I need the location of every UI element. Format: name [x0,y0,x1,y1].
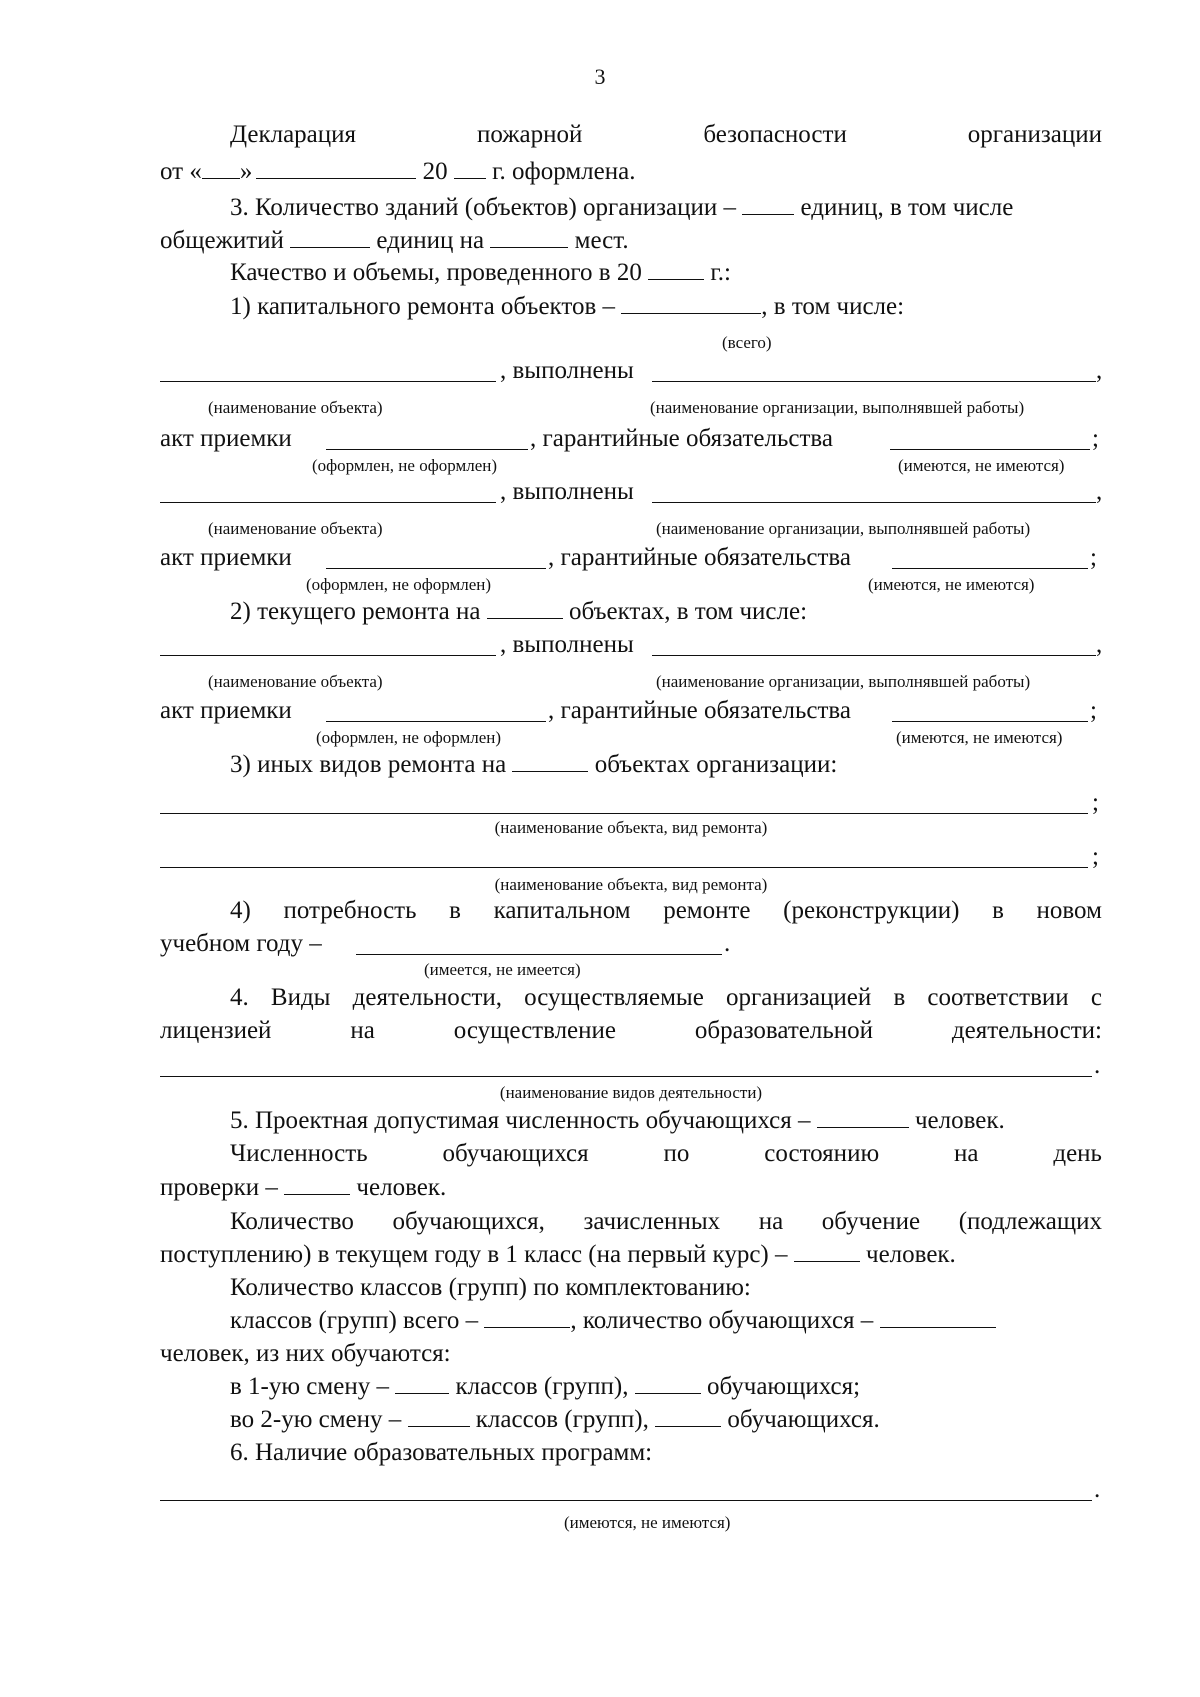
capital-repair-line [230,292,1172,322]
dormitories-blank[interactable] [290,227,370,248]
design-capacity-blank[interactable] [817,1107,909,1128]
text: 5. Проектная допустимая численность обучающихся – [230,1107,811,1134]
caption-object-name: (наименование объекта) [208,398,383,417]
period: . [1094,1476,1101,1503]
programs-blank[interactable] [160,1500,1092,1501]
word: деятельности: [951,1017,1102,1044]
text: человек. [866,1241,956,1268]
word: зачисленных [583,1208,721,1235]
second-shift-students-blank[interactable] [655,1406,721,1427]
caption-has: (имеется, не имеется) [424,960,581,979]
text: обучающихся. [727,1406,880,1433]
object-name-blank[interactable] [160,502,496,503]
text: во 2-ую смену – [230,1406,402,1433]
places-blank[interactable] [490,227,568,248]
caption-object-name: (наименование объекта) [208,672,383,691]
word: с [1090,984,1102,1011]
text: объектах организации: [594,751,838,778]
text: классов (групп), [455,1373,629,1400]
word: на [758,1208,784,1235]
word: обучающихся [442,1140,589,1167]
word: Численность [230,1140,368,1167]
text: классов (групп) всего – [230,1307,479,1334]
activities-line [230,983,1102,1013]
semicolon: ; [1090,697,1097,724]
caption-exist: (имеются, не имеются) [896,728,1063,747]
word: в [893,984,906,1011]
text: , в том числе: [761,293,905,320]
text: объектах, в том числе: [568,598,808,625]
caption-exist: (имеются, не имеются) [898,456,1065,475]
year-blank[interactable] [648,259,704,280]
semicolon: ; [1090,544,1097,571]
page-number: 3 [594,64,606,89]
text: , количество обучающихся – [570,1307,874,1334]
text: общежитий [160,227,284,254]
word: пожарной [476,121,583,148]
word: день [1053,1140,1102,1167]
text: 2) текущего ремонта на [230,598,481,625]
text: поступлению) в текущем году в 1 класс (на первый курс) – [160,1241,788,1268]
object-name-blank[interactable] [160,381,496,382]
semicolon: ; [1092,789,1099,816]
word: образовательной [694,1017,874,1044]
word: организацией [725,984,872,1011]
caption-issued: (оформлен, не оформлен) [316,728,501,747]
word: по [663,1140,690,1167]
declaration-heading-line [230,120,1102,150]
classes-total-line [230,1306,1172,1336]
first-shift-line [230,1372,1172,1402]
buildings-count-line [230,193,1172,223]
word: капитальном [493,897,631,924]
text: обучающихся; [707,1373,861,1400]
text: г.: [710,259,731,286]
second-shift-line [230,1405,1172,1435]
org-name-blank[interactable] [652,655,1096,656]
word: 4. [230,984,249,1011]
text: 3. Количество зданий (объектов) организации – [230,194,736,221]
word: в [449,897,461,924]
quality-volume-line [230,258,1172,288]
act-label: акт приемки [160,544,292,571]
text: единиц, в том числе [800,194,1014,221]
first-shift-students-blank[interactable] [635,1373,701,1394]
caption-object-repair: (наименование объекта, вид ремонта) [494,875,768,894]
other-repair-line [230,750,1172,780]
word: (подлежащих [958,1208,1102,1235]
warranty-label: , гарантийные обязательства [530,425,833,452]
word: в [992,897,1004,924]
caption-issued: (оформлен, не оформлен) [306,575,491,594]
word: новом [1036,897,1102,924]
text: 1) капитального ремонта объектов – [230,293,616,320]
students-count-line [230,1139,1102,1169]
period: . [1094,1052,1101,1079]
day-blank[interactable] [202,158,240,179]
act-status-blank[interactable] [326,721,546,722]
performed-label: , выполнены [500,357,634,384]
warranty-status-blank[interactable] [892,568,1088,569]
classes-total-blank[interactable] [484,1307,570,1328]
caption-total: (всего) [722,333,772,352]
word: (реконструкции) [783,897,960,924]
text: в 1-ую смену – [230,1373,389,1400]
word: осуществление [453,1017,616,1044]
comma: , [1096,631,1103,658]
performed-label: , выполнены [500,631,634,658]
word: Количество [230,1208,354,1235]
repair-need-line [230,896,1102,926]
act-status-blank[interactable] [326,449,528,450]
object-name-blank[interactable] [160,655,496,656]
caption-object-name: (наименование объекта) [208,519,383,538]
text: человек. [356,1174,447,1201]
academic-year-label: учебном году – [160,930,322,957]
act-label: акт приемки [160,425,292,452]
period: . [724,930,731,957]
comma: , [1096,357,1103,384]
text: человек. [914,1107,1005,1134]
caption-issued: (оформлен, не оформлен) [312,456,497,475]
first-shift-classes-blank[interactable] [395,1373,449,1394]
word: деятельности, [352,984,503,1011]
month-blank[interactable] [256,158,416,179]
comma: , [1096,478,1103,505]
declaration-date-line [160,157,1102,187]
buildings-count-blank[interactable] [742,194,794,215]
students-total-blank[interactable] [880,1307,996,1328]
semicolon: ; [1092,425,1099,452]
word: соответствии [927,984,1069,1011]
inspection-day-line [160,1173,1102,1203]
license-line [160,1016,1102,1046]
word: на [954,1140,979,1167]
org-name-blank[interactable] [652,381,1096,382]
objects-count-blank[interactable] [487,598,563,619]
text: проверки – [160,1174,278,1201]
text: г. оформлена. [492,158,636,185]
current-repair-line [230,597,1172,627]
objects-count-blank[interactable] [512,751,588,772]
first-year-line [160,1240,1102,1270]
word: организации [967,121,1102,148]
caption-programs: (имеются, не имеются) [564,1513,731,1532]
warranty-status-blank[interactable] [892,721,1088,722]
word: Декларация [230,121,357,148]
object-repair-blank[interactable] [160,867,1088,868]
text: » [239,158,253,185]
word: потребность [283,897,417,924]
act-label: акт приемки [160,697,292,724]
study-shifts-line: человек, из них обучаются: [160,1340,451,1367]
word: 4) [230,897,251,924]
semicolon: ; [1092,843,1099,870]
text: Качество и объемы, проведенного в 20 [230,259,642,286]
warranty-status-blank[interactable] [890,449,1090,450]
first-year-blank[interactable] [794,1241,860,1262]
caption-object-repair: (наименование объекта, вид ремонта) [494,818,768,837]
design-capacity-line [230,1106,1172,1136]
caption-org-name: (наименование организации, выполнявшей работы) [656,672,1031,691]
second-shift-classes-blank[interactable] [408,1406,470,1427]
caption-org-name: (наименование организации, выполнявшей работы) [656,519,1031,538]
activities-blank[interactable] [160,1076,1092,1077]
repair-need-blank[interactable] [356,954,722,955]
text: от « [160,158,202,185]
text: единиц на [376,227,485,254]
text: 20 [422,158,448,185]
caption-org-name: (наименование организации, выполнявшей работы) [650,398,1025,417]
word: ремонте [663,897,751,924]
act-status-blank[interactable] [326,568,546,569]
caption-activities: (наименование видов деятельности) [499,1083,763,1102]
programs-heading: 6. Наличие образовательных программ: [230,1439,653,1466]
word: безопасности [703,121,847,148]
object-repair-blank[interactable] [160,813,1088,814]
text: 3) иных видов ремонта на [230,751,507,778]
word: обучение [821,1208,921,1235]
text: мест. [574,227,629,254]
total-blank[interactable] [621,293,761,314]
classes-heading: Количество классов (групп) по комплектованию: [230,1274,751,1301]
dormitories-line [160,226,1102,256]
word: состоянию [764,1140,880,1167]
org-name-blank[interactable] [652,502,1096,503]
word: на [350,1017,375,1044]
performed-label: , выполнены [500,478,634,505]
warranty-label: , гарантийные обязательства [548,544,851,571]
warranty-label: , гарантийные обязательства [548,697,851,724]
word: Виды [270,984,331,1011]
year-blank[interactable] [454,158,486,179]
word: лицензией [160,1017,272,1044]
word: осуществляемые [524,984,704,1011]
text: классов (групп), [475,1406,649,1433]
word: обучающихся, [392,1208,545,1235]
enrolled-line [230,1207,1102,1237]
caption-exist: (имеются, не имеются) [868,575,1035,594]
students-count-blank[interactable] [284,1174,350,1195]
